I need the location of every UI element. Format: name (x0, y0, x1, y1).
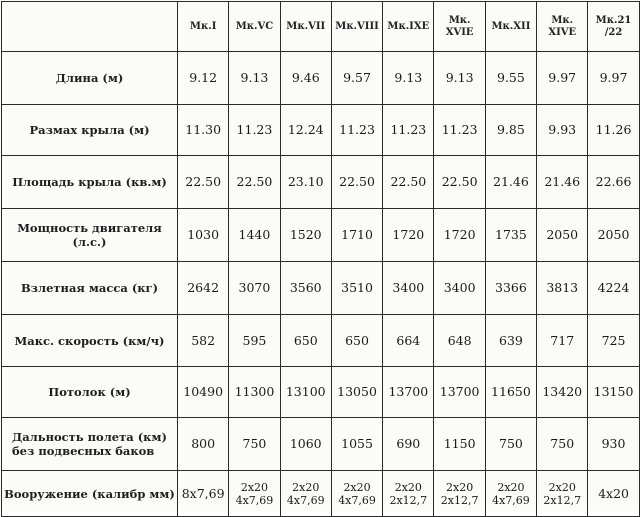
row-label-text: Вооружение (калибр мм) (4, 486, 175, 501)
cell-value: 4х7,69 (235, 493, 274, 507)
table-cell (588, 367, 639, 418)
cell-value: 11.23 (236, 122, 273, 137)
table-row (2, 367, 640, 418)
cell-value: 9.13 (394, 70, 423, 85)
cell-value: 690 (396, 436, 421, 451)
cell-value: 9.85 (497, 122, 525, 137)
table-cell (178, 471, 229, 517)
cell-value: 650 (345, 332, 369, 348)
table-cell (588, 262, 639, 315)
table-cell (280, 471, 331, 517)
cell-value: 11.23 (441, 122, 478, 137)
table-cell (485, 52, 536, 105)
cell-value: 2х20 (343, 480, 371, 494)
cell-value: 1710 (341, 227, 373, 242)
table-cell (537, 471, 588, 517)
col-header-text: Мк.21 (595, 14, 632, 26)
col-header-text: Мк.VIII (335, 20, 379, 32)
table-cell (588, 418, 639, 471)
table-cell (383, 105, 434, 156)
cell-value: 1720 (392, 227, 425, 242)
table-cell (280, 156, 331, 209)
table-cell (434, 209, 485, 262)
table-cell (229, 156, 280, 209)
table-cell (331, 209, 382, 262)
table-cell (280, 418, 331, 471)
cell-value: 1440 (238, 227, 271, 242)
table-cell (537, 156, 588, 209)
row-label-text: без подвесных баков (12, 444, 155, 458)
table-cell (331, 471, 382, 517)
cell-value: 2х20 (497, 480, 525, 494)
cell-value: 2050 (597, 227, 630, 242)
table-cell (178, 418, 229, 471)
cell-value: 8х7,69 (181, 485, 225, 501)
table-cell (588, 105, 639, 156)
cell-value: 9.57 (343, 70, 371, 85)
cell-value: 582 (191, 332, 216, 348)
table-cell (280, 105, 331, 156)
table-cell (588, 471, 639, 517)
cell-value: 13420 (542, 384, 583, 399)
row-label (2, 105, 178, 156)
cell-value: 1055 (341, 436, 373, 451)
cell-value: 1060 (289, 436, 322, 451)
cell-value: 3560 (289, 280, 322, 295)
cell-value: 3510 (341, 280, 373, 295)
table-cell (434, 105, 485, 156)
cell-value: 22.50 (185, 174, 222, 189)
table-cell (229, 471, 280, 517)
table-row (2, 105, 640, 156)
cell-value: 4х7,69 (338, 493, 376, 507)
table-cell (178, 315, 229, 367)
cell-value: 13700 (439, 384, 480, 399)
cell-value: 3813 (546, 280, 579, 295)
cell-value: 2х20 (446, 480, 474, 494)
table-cell (383, 367, 434, 418)
cell-value: 11300 (234, 384, 275, 399)
table-cell (178, 52, 229, 105)
col-header-mk-ixe (383, 2, 434, 52)
cell-value: 930 (601, 436, 626, 451)
table-cell (485, 105, 536, 156)
row-label (2, 471, 178, 517)
cell-value: 2642 (187, 280, 220, 295)
col-header-mk-viii (331, 2, 382, 52)
cell-value: 4х7,69 (492, 493, 530, 507)
cell-value: 11.26 (595, 122, 632, 137)
cell-value: 13700 (388, 384, 429, 399)
row-label (2, 209, 178, 262)
table-cell (331, 156, 382, 209)
cell-value: 650 (293, 332, 318, 348)
table-cell (588, 52, 639, 105)
cell-value: 2х12,7 (440, 493, 479, 507)
cell-value: 2х12,7 (389, 493, 428, 507)
cell-value: 4х7,69 (286, 493, 325, 507)
row-label-text: Мощность двигателя (л.с.) (17, 221, 162, 249)
table-row (2, 262, 640, 315)
row-label (2, 156, 178, 209)
table-cell (280, 262, 331, 315)
table-row (2, 418, 640, 471)
cell-value: 2х20 (240, 480, 269, 494)
header-row (2, 2, 640, 52)
cell-value: 3070 (238, 280, 271, 295)
col-header-text: XVIE (445, 26, 474, 38)
table-cell (434, 156, 485, 209)
row-label (2, 262, 178, 315)
cell-value: 9.93 (548, 122, 577, 137)
cell-value: 750 (550, 436, 575, 451)
col-header-mk-vii (280, 2, 331, 52)
cell-value: 2х20 (394, 480, 422, 494)
table-cell (434, 315, 485, 367)
col-header-mk-xvie (434, 2, 485, 52)
cell-value: 13050 (337, 384, 377, 399)
row-label-text: Длина (м) (55, 71, 124, 85)
table-cell (588, 315, 639, 367)
cell-value: 22.50 (339, 174, 375, 189)
cell-value: 21.46 (544, 174, 581, 189)
table-cell (331, 315, 382, 367)
cell-value: 10490 (183, 384, 224, 399)
table-cell (331, 367, 382, 418)
table-row (2, 315, 640, 367)
col-header-text: Мк. (448, 14, 471, 26)
table-cell (485, 315, 536, 367)
col-header-mk-vc (229, 2, 280, 52)
cell-value: 9.55 (497, 70, 525, 85)
table-cell (229, 418, 280, 471)
cell-value: 13100 (285, 384, 326, 399)
row-label-text: Размах крыла (м) (29, 123, 150, 137)
cell-value: 12.24 (287, 122, 324, 137)
col-header-text: XIVE (548, 26, 577, 38)
row-label (2, 418, 178, 471)
corner-cell (2, 2, 178, 52)
cell-value: 9.13 (445, 70, 474, 85)
table-cell (229, 262, 280, 315)
table-cell (331, 105, 382, 156)
spec-table-body (2, 52, 640, 517)
row-label (2, 367, 178, 418)
table-cell (178, 209, 229, 262)
row-label-text: Дальность полета (км) (12, 430, 167, 444)
table-cell (485, 209, 536, 262)
table-cell (537, 105, 588, 156)
table-cell (434, 52, 485, 105)
cell-value: 2х12,7 (543, 493, 582, 507)
table-cell (537, 418, 588, 471)
table-row (2, 52, 640, 105)
table-cell (537, 262, 588, 315)
col-header-text: Мк. (551, 14, 574, 26)
cell-value: 639 (499, 332, 523, 348)
cell-value: 750 (242, 436, 267, 451)
table-cell (229, 209, 280, 262)
table-cell (280, 209, 331, 262)
col-header-text: Мк.XII (491, 20, 531, 32)
table-cell (588, 156, 639, 209)
col-header-text: Мк.IXE (387, 20, 430, 32)
cell-value: 2х20 (548, 480, 576, 494)
cell-value: 4224 (597, 280, 630, 295)
cell-value: 9.97 (548, 70, 577, 85)
cell-value: 22.66 (595, 174, 632, 189)
table-cell (280, 315, 331, 367)
table-row (2, 471, 640, 517)
cell-value: 2х20 (292, 480, 320, 494)
cell-value: 11.30 (185, 122, 222, 137)
table-row (2, 156, 640, 209)
row-label-text: Макс. скорость (км/ч) (14, 333, 165, 348)
cell-value: 22.50 (236, 174, 273, 189)
cell-value: 3400 (392, 280, 425, 295)
cell-value: 1520 (289, 227, 322, 242)
col-header-mk-i (178, 2, 229, 52)
table-cell (537, 209, 588, 262)
table-cell (383, 315, 434, 367)
cell-value: 21.46 (493, 174, 529, 189)
cell-value: 11.23 (339, 122, 375, 137)
col-header-text: Мк.VII (286, 20, 326, 32)
table-cell (383, 262, 434, 315)
table-row (2, 209, 640, 262)
table-cell (537, 367, 588, 418)
cell-value: 9.46 (291, 70, 320, 85)
cell-value: 9.97 (599, 70, 628, 85)
table-cell (485, 418, 536, 471)
table-cell (178, 367, 229, 418)
table-cell (331, 52, 382, 105)
table-cell (537, 52, 588, 105)
table-cell (229, 105, 280, 156)
cell-value: 22.50 (390, 174, 427, 189)
table-cell (331, 262, 382, 315)
table-cell (383, 156, 434, 209)
row-label-text: Площадь крыла (кв.м) (12, 175, 167, 189)
table-cell (383, 471, 434, 517)
cell-value: 595 (242, 332, 267, 348)
table-cell (434, 471, 485, 517)
table-cell (178, 105, 229, 156)
cell-value: 800 (191, 436, 216, 451)
table-cell (383, 52, 434, 105)
table-cell (383, 209, 434, 262)
table-cell (229, 367, 280, 418)
col-header-text: /22 (604, 26, 623, 38)
cell-value: 1735 (495, 227, 527, 242)
table-cell (485, 471, 536, 517)
cell-value: 1030 (187, 227, 220, 242)
cell-value: 9.13 (240, 70, 269, 85)
table-cell (229, 315, 280, 367)
cell-value: 1150 (443, 436, 476, 451)
table-cell (178, 262, 229, 315)
table-cell (383, 418, 434, 471)
cell-value: 3366 (495, 280, 527, 295)
cell-value: 664 (396, 332, 421, 348)
cell-value: 1720 (443, 227, 476, 242)
table-cell (485, 367, 536, 418)
table-cell (331, 418, 382, 471)
table-cell (434, 262, 485, 315)
cell-value: 3400 (443, 280, 476, 295)
row-label-text: Потолок (м) (48, 385, 131, 399)
table-cell (280, 367, 331, 418)
table-cell (537, 315, 588, 367)
cell-value: 22.50 (441, 174, 478, 189)
table-cell (280, 52, 331, 105)
row-label (2, 52, 178, 105)
cell-value: 11650 (491, 384, 531, 399)
cell-value: 725 (601, 332, 626, 348)
cell-value: 13150 (593, 384, 634, 399)
table-cell (434, 418, 485, 471)
col-header-text: Мк.I (189, 20, 217, 32)
table-cell (229, 52, 280, 105)
cell-value: 648 (447, 332, 472, 348)
cell-value: 23.10 (287, 174, 324, 189)
col-header-mk-21-22 (588, 2, 639, 52)
table-cell (434, 367, 485, 418)
col-header-mk-xive (537, 2, 588, 52)
table-cell (485, 156, 536, 209)
table-cell (485, 262, 536, 315)
col-header-text: Мк.VC (235, 20, 274, 32)
row-label-text: Взлетная масса (кг) (20, 281, 159, 295)
col-header-mk-xii (485, 2, 536, 52)
spitfire-spec-table (1, 1, 640, 517)
cell-value: 9.12 (189, 70, 218, 85)
cell-value: 750 (499, 436, 523, 451)
row-label (2, 315, 178, 367)
cell-value: 11.23 (390, 122, 427, 137)
cell-value: 717 (550, 332, 575, 348)
cell-value: 4х20 (598, 485, 629, 501)
cell-value: 2050 (546, 227, 579, 242)
table-cell (178, 156, 229, 209)
table-cell (588, 209, 639, 262)
